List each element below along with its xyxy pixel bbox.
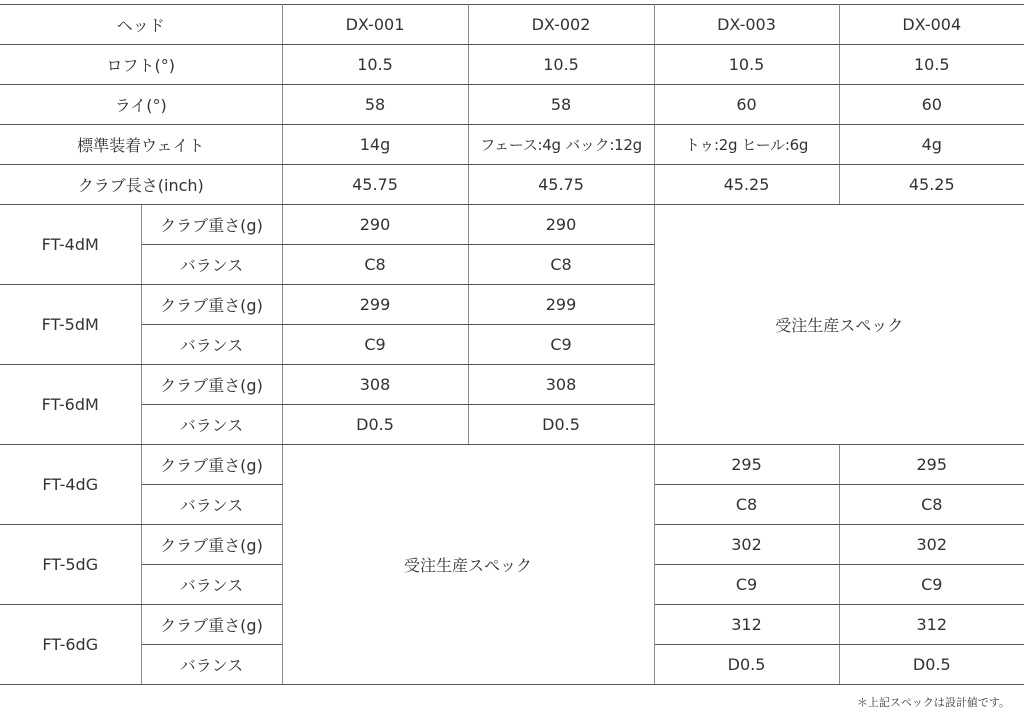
balance-label: バランス (141, 565, 282, 605)
table-cell: D0.5 (654, 645, 839, 685)
table-cell: 10.5 (468, 45, 654, 85)
shaft-name-ft-6dg: FT-6dG (0, 605, 141, 685)
balance-label: バランス (141, 485, 282, 525)
table-cell: C8 (839, 485, 1024, 525)
weight-label: クラブ重さ(g) (141, 285, 282, 325)
table-cell: 58 (468, 85, 654, 125)
table-cell: C9 (468, 325, 654, 365)
table-cell: C9 (282, 325, 468, 365)
custom-order-cell-g: 受注生産スペック (282, 445, 654, 685)
shaft-name-ft-5dm: FT-5dM (0, 285, 141, 365)
balance-label: バランス (141, 405, 282, 445)
table-cell: 308 (282, 365, 468, 405)
table-cell: 60 (654, 85, 839, 125)
table-row (0, 205, 1024, 245)
table-cell: 45.25 (839, 165, 1024, 205)
table-header-row (0, 5, 1024, 45)
table-cell: C8 (654, 485, 839, 525)
table-cell: 308 (468, 365, 654, 405)
row-label-lie: ライ(°) (0, 85, 282, 125)
table-cell: トゥ:2g ヒール:6g (654, 125, 839, 165)
row-label-loft: ロフト(°) (0, 45, 282, 85)
balance-label: バランス (141, 325, 282, 365)
spec-table (0, 4, 1024, 685)
table-cell: 10.5 (839, 45, 1024, 85)
model-dx-004: DX-004 (839, 5, 1024, 45)
footnote: ＊上記スペックは設計値です。 (856, 696, 1010, 709)
model-dx-001: DX-001 (282, 5, 468, 45)
table-cell: 295 (839, 445, 1024, 485)
weight-label: クラブ重さ(g) (141, 605, 282, 645)
model-dx-002: DX-002 (468, 5, 654, 45)
table-cell: D0.5 (282, 405, 468, 445)
table-cell: 290 (468, 205, 654, 245)
table-cell: 14g (282, 125, 468, 165)
table-cell: 312 (654, 605, 839, 645)
balance-label: バランス (141, 245, 282, 285)
table-cell: 10.5 (654, 45, 839, 85)
table-cell: 302 (839, 525, 1024, 565)
shaft-name-ft-5dg: FT-5dG (0, 525, 141, 605)
table-row (0, 85, 1024, 125)
table-cell: C9 (654, 565, 839, 605)
weight-label: クラブ重さ(g) (141, 525, 282, 565)
table-cell: 60 (839, 85, 1024, 125)
table-cell: D0.5 (468, 405, 654, 445)
custom-order-cell-m: 受注生産スペック (654, 205, 1024, 445)
table-cell: C8 (468, 245, 654, 285)
row-label-length: クラブ長さ(inch) (0, 165, 282, 205)
table-cell: 302 (654, 525, 839, 565)
table-cell: C8 (282, 245, 468, 285)
weight-label: クラブ重さ(g) (141, 365, 282, 405)
table-row (0, 45, 1024, 85)
table-cell: C9 (839, 565, 1024, 605)
table-cell: 290 (282, 205, 468, 245)
row-label-weight: 標準装着ウェイト (0, 125, 282, 165)
model-dx-003: DX-003 (654, 5, 839, 45)
table-row (0, 445, 1024, 485)
table-cell: 45.75 (282, 165, 468, 205)
table-cell: 312 (839, 605, 1024, 645)
shaft-name-ft-4dg: FT-4dG (0, 445, 141, 525)
weight-label: クラブ重さ(g) (141, 205, 282, 245)
table-cell: 10.5 (282, 45, 468, 85)
weight-label: クラブ重さ(g) (141, 445, 282, 485)
table-cell: フェース:4g バック:12g (468, 125, 654, 165)
table-cell: 45.75 (468, 165, 654, 205)
balance-label: バランス (141, 645, 282, 685)
table-cell: 45.25 (654, 165, 839, 205)
table-cell: 299 (282, 285, 468, 325)
shaft-name-ft-4dm: FT-4dM (0, 205, 141, 285)
table-row (0, 125, 1024, 165)
table-cell: 299 (468, 285, 654, 325)
table-cell: D0.5 (839, 645, 1024, 685)
header-label: ヘッド (0, 5, 282, 45)
shaft-name-ft-6dm: FT-6dM (0, 365, 141, 445)
table-cell: 295 (654, 445, 839, 485)
table-cell: 58 (282, 85, 468, 125)
table-row (0, 165, 1024, 205)
table-cell: 4g (839, 125, 1024, 165)
